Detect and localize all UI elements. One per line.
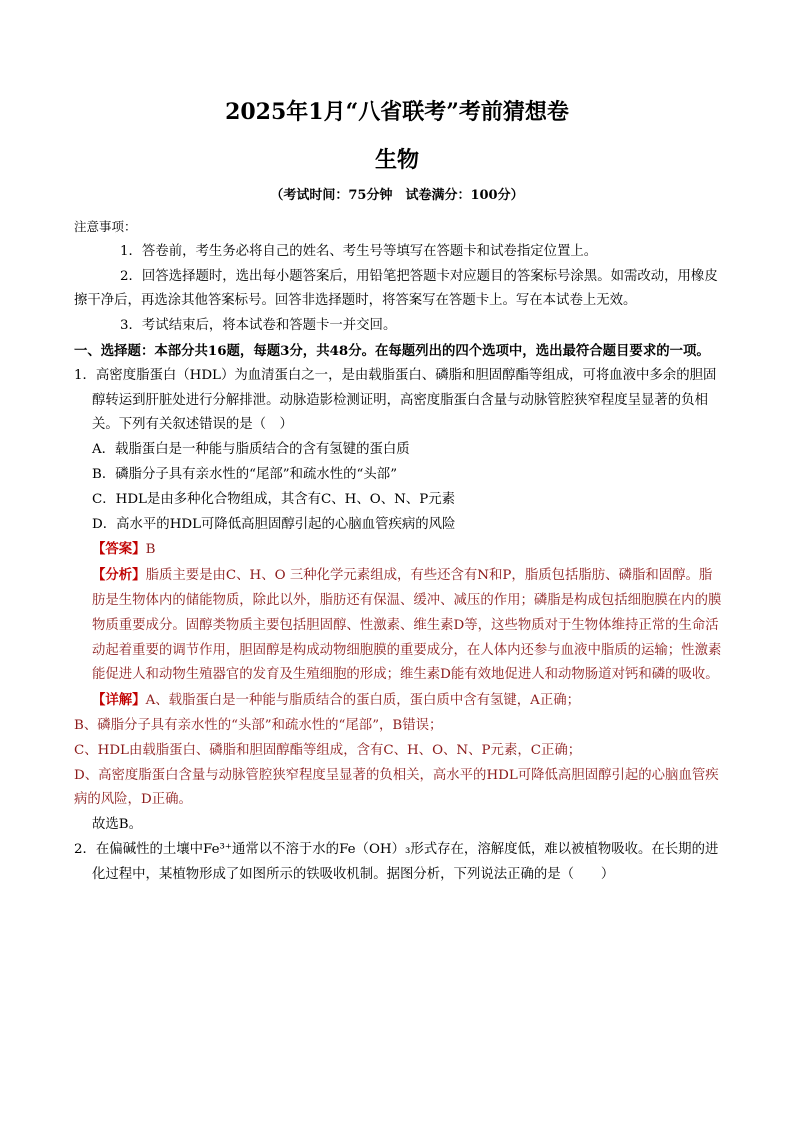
answer-tag: 【答案】: [92, 541, 146, 558]
notice-item: 1．答卷前，考生务必将自己的姓名、考生号等填写在答题卡和试卷指定位置上。: [120, 243, 598, 259]
analysis-text: 脂质主要是由C、H、O 三种化学元素组成，有些还含有N和P，脂质包括脂肪、磷脂和固醇。脂肪是生物体内的储能物质，除此以外，脂肪还有保温、缓冲、减压的作用；磷脂是构成包括细胞膜在内的膜物质重要成分。固醇类物质主要包括胆固醇、性激素、维生素D等，这些物质对于生物体维持正常的生命活动起着重要的调节作用，胆固醇是构成动物细胞膜的重要成分，在人体内还参与血液中脂质的运输；性激素能促进人和动物生殖器官的发育及生殖细胞的形成；维生素D能有效地促进人和动物肠道对钙和磷的吸收。: [92, 568, 722, 683]
notice-item: 2．回答选择题时，选出每小题答案后，用铅笔把答题卡对应题目的答案标号涂黑。如需改动，用橡皮擦干净后，再选涂其他答案标号。回答非选择题时，将答案写在答题卡上。写在本试卷上无效。: [74, 268, 718, 309]
notice-item: 3．考试结束后，将本试卷和答题卡一并交回。: [120, 318, 397, 334]
question-1-option-d: D．高水平的HDL可降低高胆固醇引起的心脑血管疾病的风险: [92, 516, 456, 532]
detail-line: C、HDL由载脂蛋白、磷脂和胆固醇酯等组成，含有C、H、O、N、P元素，C正确；: [74, 742, 582, 758]
exam-info: （考试时间：75分钟 试卷满分：100分）: [270, 188, 524, 203]
question-1-option-b: B．磷脂分子具有亲水性的“尾部”和疏水性的“头部”: [92, 466, 398, 482]
detail-line: [74, 688, 724, 714]
conclusion-line: 故选B。: [92, 817, 143, 833]
section-heading: 一、选择题：本部分共16题，每题3分，共48分。在每题列出的四个选项中，选出最符合题目要求的一项。: [74, 342, 710, 359]
answer-value: B: [145, 542, 156, 558]
analysis-paragraph: [74, 563, 724, 688]
question-1-option-c: C．HDL是由多种化合物组成，其含有C、H、O、N、P元素: [92, 491, 455, 507]
detail-tag: 【详解】: [92, 692, 146, 709]
detail-line: D、高密度脂蛋白含量与动脉管腔狭窄程度呈显著的负相关，高水平的HDL可降低高胆固醇引起的心脑血管疾病的风险，D正确。: [74, 767, 719, 808]
analysis-tag: 【分析】: [92, 567, 146, 584]
question-2-stem: 2．在偏碱性的土壤中Fe³⁺通常以不溶于水的Fe（OH）₃形式存在，溶解度低，难以被植物吸收。在长期的进化过程中，某植物形成了如图所示的铁吸收机制。据图分析，下列说法正确的是（ ）: [74, 841, 719, 882]
subject-title: 生物: [374, 147, 419, 173]
detail-text: A、载脂蛋白是一种能与脂质结合的蛋白质，蛋白质中含有氢键，A正确；: [145, 693, 581, 709]
answer-line: [74, 537, 724, 563]
notice-heading: 注意事项：: [74, 219, 137, 234]
question-1-stem: 1．高密度脂蛋白（HDL）为血清蛋白之一，是由载脂蛋白、磷脂和胆固醇酯等组成，可将血液中多余的胆固醇转运到肝脏处进行分解排泄。动脉造影检测证明，高密度脂蛋白含量与动脉管腔狭窄程度呈显著的负相关。下列有关叙述错误的是（ ）: [74, 367, 717, 433]
question-1-option-a: A．载脂蛋白是一种能与脂质结合的含有氢键的蛋白质: [92, 442, 410, 458]
page-title: 2025年1月“八省联考”考前猜想卷: [225, 99, 569, 125]
detail-line: B、磷脂分子具有亲水性的“头部”和疏水性的“尾部”，B错误；: [74, 717, 443, 733]
document-body: [74, 215, 724, 888]
